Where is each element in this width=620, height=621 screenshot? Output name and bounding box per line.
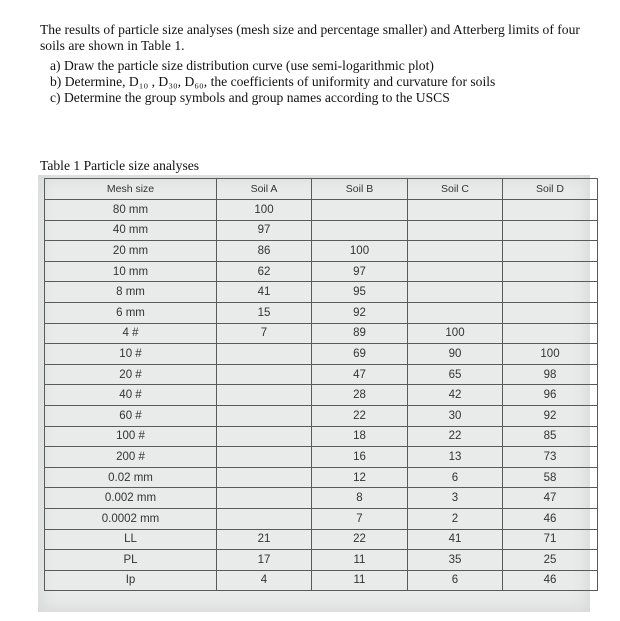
soil-a-cell: [217, 426, 312, 447]
table-row: [45, 323, 598, 344]
soil-a-cell: [217, 488, 312, 509]
soil-d-cell: [503, 241, 598, 262]
soil-a-cell: 17: [217, 550, 312, 571]
intro-paragraph: The results of particle size analyses (mesh size and percentage smaller) and Atterberg limits of four soils are shown in Table 1.: [40, 21, 580, 53]
table-body: [45, 200, 598, 591]
soil-d-cell: [503, 323, 598, 344]
soil-b-cell: 28: [312, 385, 408, 406]
mesh-size-cell: 40 #: [45, 385, 217, 406]
soil-a-cell: 100: [217, 200, 312, 221]
soil-d-cell: 46: [503, 508, 598, 529]
soil-a-cell: 15: [217, 302, 312, 323]
mesh-size-cell: LL: [45, 529, 217, 550]
soil-a-cell: 86: [217, 241, 312, 262]
soil-b-cell: 69: [312, 344, 408, 365]
soil-d-cell: 98: [503, 364, 598, 385]
soil-c-cell: 35: [408, 550, 503, 571]
soil-d-cell: [503, 282, 598, 303]
table-row: [45, 261, 598, 282]
soil-b-cell: 11: [312, 570, 408, 591]
task-item: [50, 90, 590, 106]
task-marker: b): [50, 74, 62, 89]
task-text: Determine, D₁₀ , D₃₀, D₆₀, the coefficients of uniformity and curvature for soils: [64, 74, 496, 89]
soil-b-cell: [312, 220, 408, 241]
header-soil-d: Soil D: [503, 179, 598, 200]
soil-c-cell: [408, 220, 503, 241]
soil-d-cell: 47: [503, 488, 598, 509]
soil-c-cell: [408, 282, 503, 303]
soil-b-cell: 95: [312, 282, 408, 303]
mesh-size-cell: 20 mm: [45, 241, 217, 262]
table-row: [45, 447, 598, 468]
soil-b-cell: 22: [312, 529, 408, 550]
header-soil-a: Soil A: [217, 179, 312, 200]
table-row: [45, 200, 598, 221]
soil-a-cell: 97: [217, 220, 312, 241]
soil-c-cell: [408, 241, 503, 262]
mesh-size-cell: 40 mm: [45, 220, 217, 241]
soil-d-cell: [503, 220, 598, 241]
soil-c-cell: 42: [408, 385, 503, 406]
soil-a-cell: 21: [217, 529, 312, 550]
soil-c-cell: 65: [408, 364, 503, 385]
table-header-row: [45, 179, 598, 200]
soil-d-cell: [503, 302, 598, 323]
soil-d-cell: 100: [503, 344, 598, 365]
task-text: Determine the group symbols and group names according to the USCS: [63, 90, 450, 105]
table-row: [45, 529, 598, 550]
mesh-size-cell: 20 #: [45, 364, 217, 385]
soil-c-cell: 2: [408, 508, 503, 529]
mesh-size-cell: 10 mm: [45, 261, 217, 282]
soil-b-cell: 47: [312, 364, 408, 385]
soil-d-cell: 73: [503, 447, 598, 468]
soil-c-cell: [408, 261, 503, 282]
soil-c-cell: 90: [408, 344, 503, 365]
mesh-size-cell: 8 mm: [45, 282, 217, 303]
soil-c-cell: [408, 302, 503, 323]
table-row: [45, 405, 598, 426]
soil-a-cell: [217, 447, 312, 468]
soil-b-cell: 11: [312, 550, 408, 571]
mesh-size-cell: 4 #: [45, 323, 217, 344]
soil-a-cell: [217, 344, 312, 365]
table-row: [45, 550, 598, 571]
mesh-size-cell: PL: [45, 550, 217, 571]
soil-b-cell: 7: [312, 508, 408, 529]
mesh-size-cell: 80 mm: [45, 200, 217, 221]
soil-c-cell: [408, 200, 503, 221]
table-row: [45, 385, 598, 406]
soil-b-cell: 97: [312, 261, 408, 282]
soil-c-cell: 6: [408, 570, 503, 591]
soil-b-cell: [312, 200, 408, 221]
soil-d-cell: [503, 261, 598, 282]
table-row: [45, 220, 598, 241]
header-soil-c: Soil C: [408, 179, 503, 200]
mesh-size-cell: 0.02 mm: [45, 467, 217, 488]
table-row: [45, 570, 598, 591]
table-row: [45, 282, 598, 303]
soil-a-cell: [217, 467, 312, 488]
soil-a-cell: [217, 364, 312, 385]
soil-c-cell: 41: [408, 529, 503, 550]
soil-c-cell: 13: [408, 447, 503, 468]
mesh-size-cell: 60 #: [45, 405, 217, 426]
soil-d-cell: 25: [503, 550, 598, 571]
soil-d-cell: 96: [503, 385, 598, 406]
soil-a-cell: [217, 508, 312, 529]
soil-a-cell: 41: [217, 282, 312, 303]
soil-a-cell: 7: [217, 323, 312, 344]
mesh-size-cell: 0.0002 mm: [45, 508, 217, 529]
mesh-size-cell: Ip: [45, 570, 217, 591]
table-row: [45, 488, 598, 509]
particle-size-table: [44, 178, 598, 591]
soil-d-cell: 46: [503, 570, 598, 591]
task-text: Draw the particle size distribution curve (use semi-logarithmic plot): [63, 58, 434, 73]
soil-b-cell: 92: [312, 302, 408, 323]
soil-a-cell: 4: [217, 570, 312, 591]
soil-c-cell: 100: [408, 323, 503, 344]
soil-c-cell: 22: [408, 426, 503, 447]
table-row: [45, 364, 598, 385]
table-row: [45, 508, 598, 529]
table-row: [45, 426, 598, 447]
soil-b-cell: 18: [312, 426, 408, 447]
mesh-size-cell: 10 #: [45, 344, 217, 365]
table-row: [45, 467, 598, 488]
task-marker: c): [50, 90, 61, 105]
mesh-size-cell: 100 #: [45, 426, 217, 447]
soil-c-cell: 6: [408, 467, 503, 488]
soil-b-cell: 12: [312, 467, 408, 488]
soil-b-cell: 100: [312, 241, 408, 262]
mesh-size-cell: 6 mm: [45, 302, 217, 323]
soil-c-cell: 3: [408, 488, 503, 509]
soil-b-cell: 89: [312, 323, 408, 344]
soil-b-cell: 8: [312, 488, 408, 509]
mesh-size-cell: 200 #: [45, 447, 217, 468]
soil-d-cell: 58: [503, 467, 598, 488]
soil-d-cell: 92: [503, 405, 598, 426]
soil-a-cell: 62: [217, 261, 312, 282]
task-item: [50, 58, 590, 74]
soil-d-cell: 85: [503, 426, 598, 447]
soil-b-cell: 22: [312, 405, 408, 426]
soil-d-cell: 71: [503, 529, 598, 550]
table-row: [45, 344, 598, 365]
soil-b-cell: 16: [312, 447, 408, 468]
table-row: [45, 302, 598, 323]
soil-a-cell: [217, 385, 312, 406]
soil-d-cell: [503, 200, 598, 221]
header-mesh-size: Mesh size: [45, 179, 217, 200]
mesh-size-cell: 0.002 mm: [45, 488, 217, 509]
soil-c-cell: 30: [408, 405, 503, 426]
task-marker: a): [50, 58, 61, 73]
header-soil-b: Soil B: [312, 179, 408, 200]
table-caption: Table 1 Particle size analyses: [40, 158, 200, 173]
task-list: [50, 58, 590, 106]
table-row: [45, 241, 598, 262]
task-item: [50, 74, 590, 90]
soil-a-cell: [217, 405, 312, 426]
